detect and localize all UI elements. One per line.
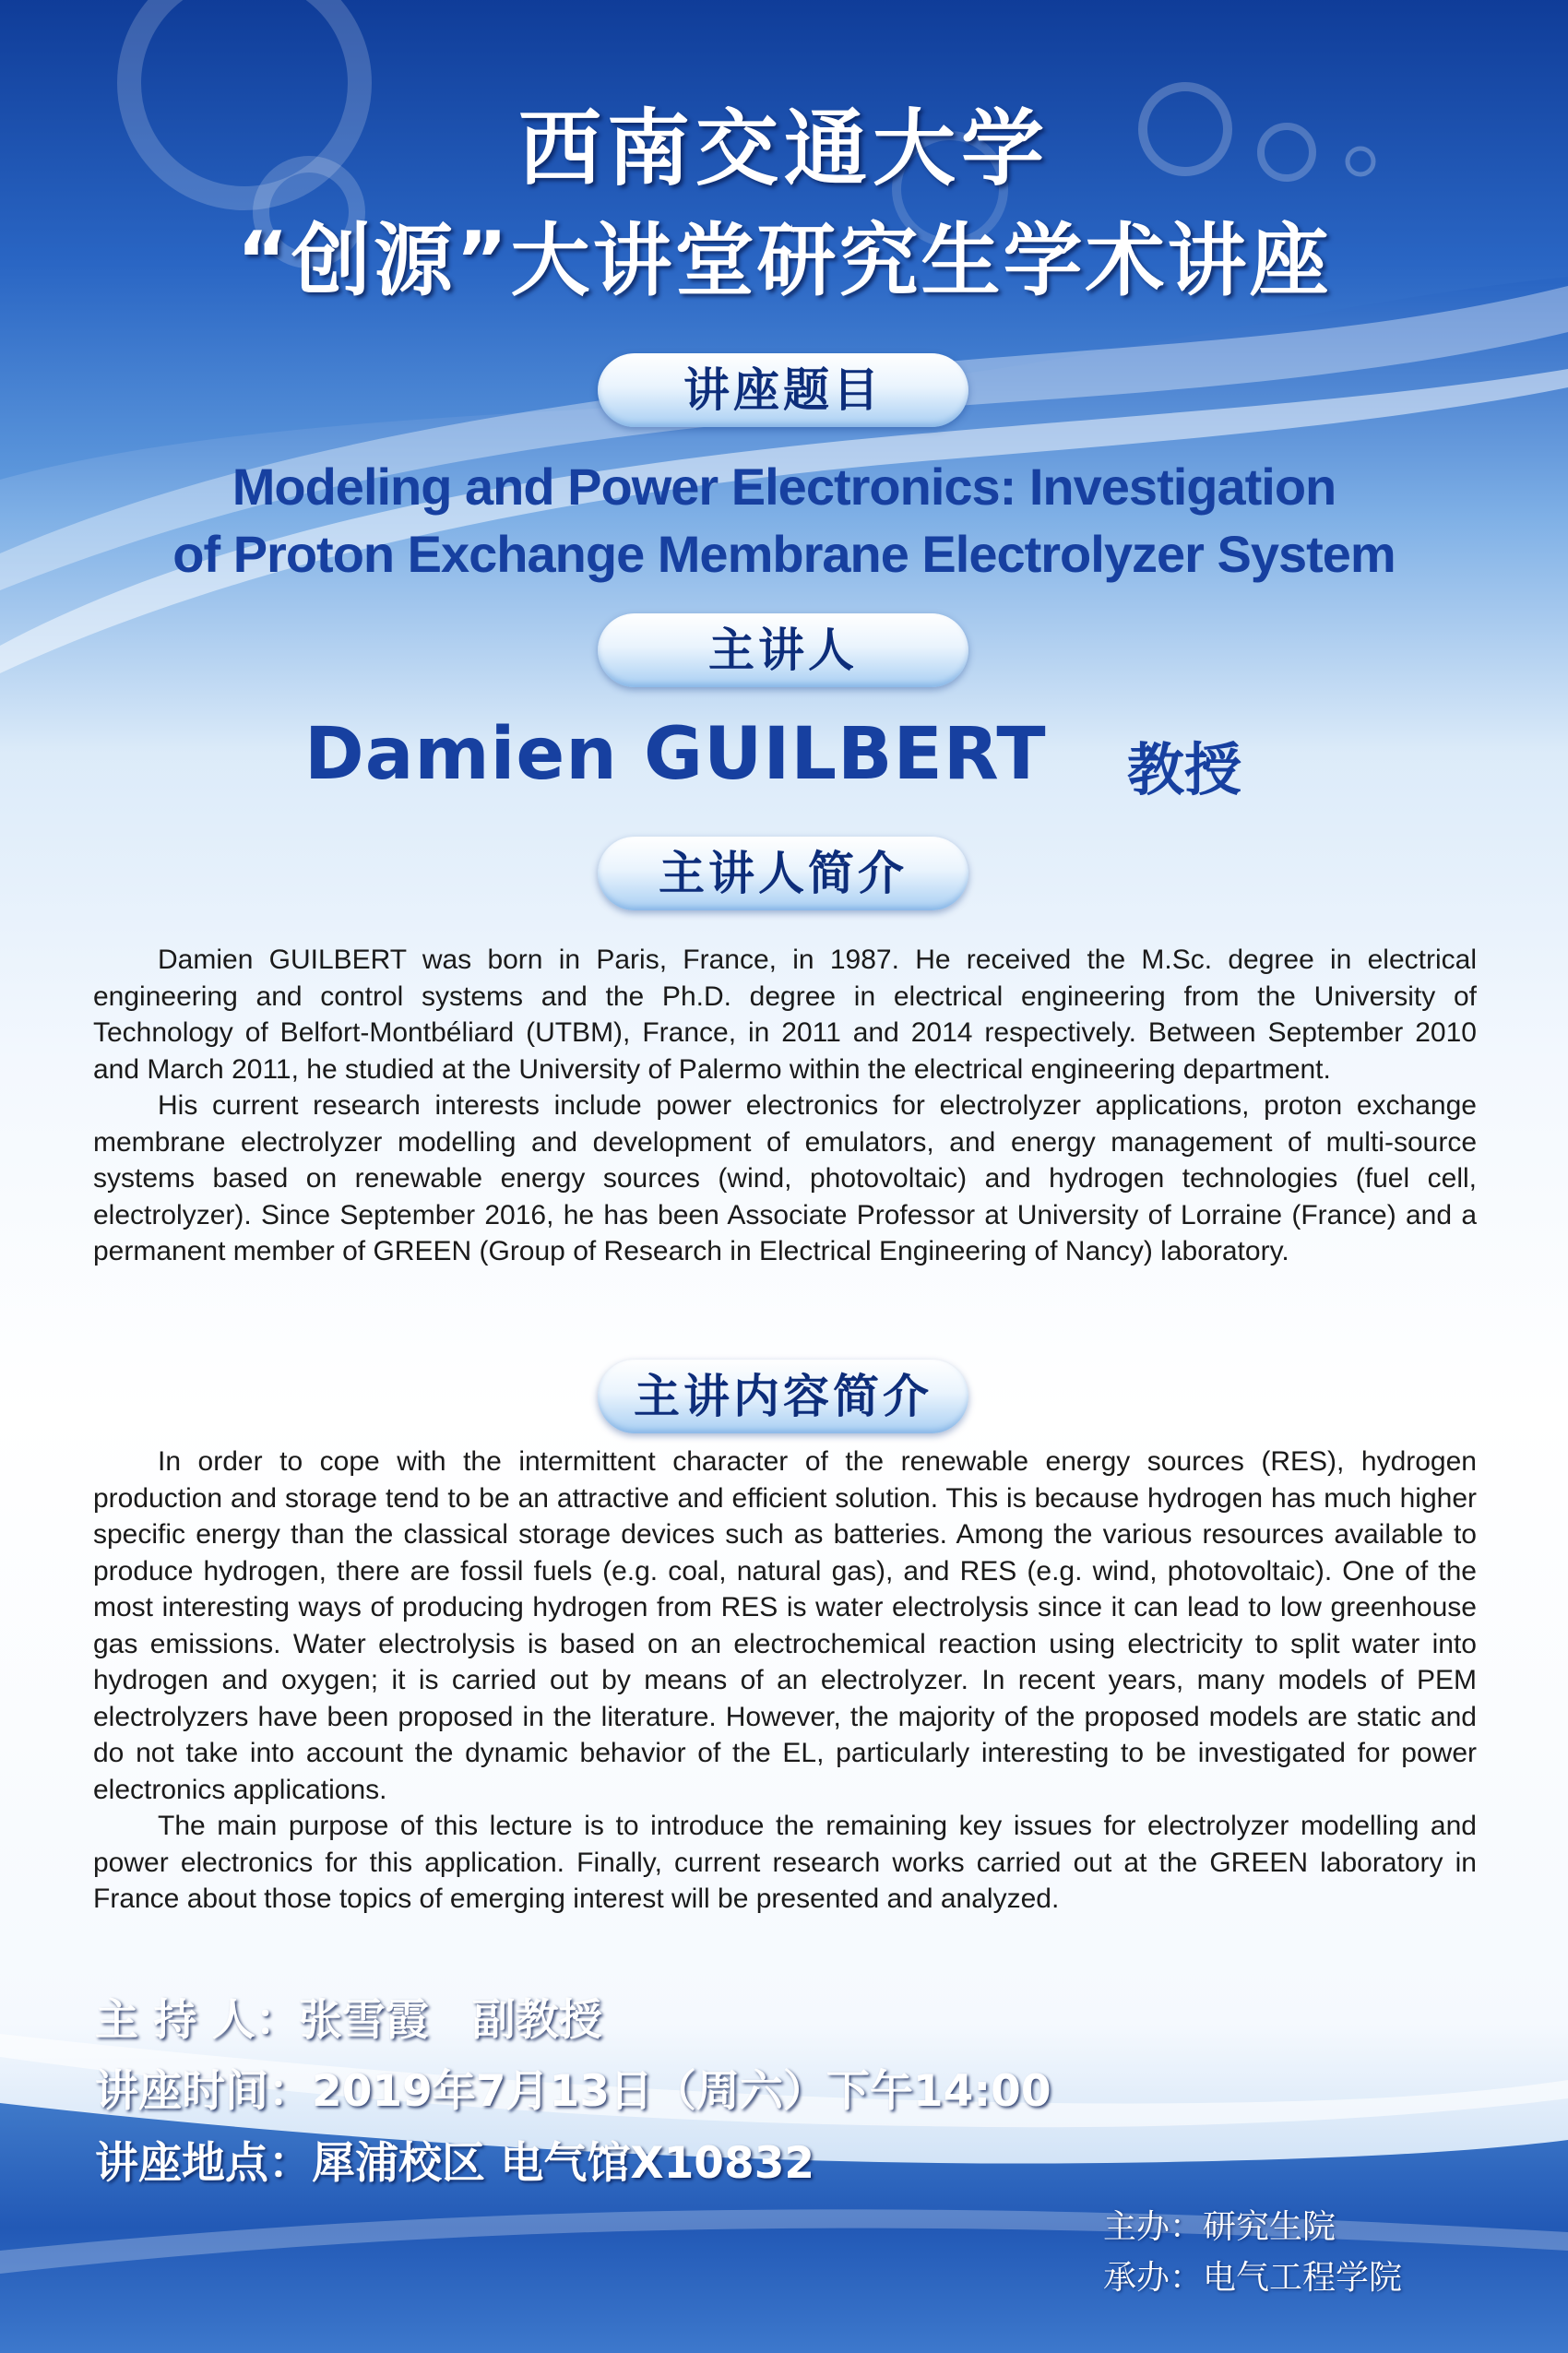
- host-label: 主 持 人：: [95, 1995, 299, 2046]
- organizer: 主办：研究生院: [1103, 2208, 1336, 2246]
- lecture-title-line-2: of Proton Exchange Membrane Electrolyzer System: [172, 525, 1396, 583]
- speaker-bio: [93, 942, 1477, 1270]
- time-info: [95, 2057, 1051, 2119]
- time-label: 讲座时间：: [95, 2066, 312, 2117]
- time-value: 2019年7月13日（周六）下午14:00: [312, 2066, 1051, 2117]
- section-bio-label: 主讲人简介: [659, 847, 908, 900]
- abstract-paragraph: In order to cope with the intermittent character of the renewable energy sources (RES), hydrogen production and storage tend to be an attractive and efficient solution. This is because hydrogen has much higher specific energy than the classical storage devices such as batteries. Among the various resources available to produce hydrogen, there are fossil fuels (e.g. coal, natural gas), and RES (e.g. wind, photovoltaic). One of the most interesting ways of producing hydrogen from RES is water electrolysis since it can lead to low greenhouse gas emissions. Water electrolysis is based on an electrochemical reaction using electricity to split water into hydrogen and oxygen; it is carried out by means of an electrolyzer. In recent years, many models of PEM electrolyzers have been proposed in the literature. However, the majority of the proposed models are static and do not take into account the dynamic behavior of the EL, particularly interesting to be investigated for power electronics applications.: [93, 1446, 1477, 1805]
- speaker-name: Damien GUILBERT: [304, 713, 1047, 796]
- bio-paragraph: His current research interests include power electronics for electrolyzer applications, proton exchange membrane electrolyzer modelling and development of emulators, and energy management of multi-source systems based on renewable energy sources (wind, photovoltaic) and hydrogen technologies (fuel cell, electrolyzer). Since September 2016, he has been Associate Professor at University of Lorraine (France) and a permanent member of GREEN (Group of Research in Electrical Engineering of Nancy) laboratory.: [93, 1090, 1477, 1266]
- venue-value: 犀浦校区 电气馆X10832: [312, 2138, 815, 2189]
- lecture-title-line-1: Modeling and Power Electronics: Investigation: [232, 458, 1336, 516]
- lecture-abstract: [93, 1444, 1477, 1918]
- section-topic-label: 讲座题目: [683, 363, 883, 417]
- venue-label: 讲座地点：: [95, 2138, 312, 2189]
- section-speaker-label: 主讲人: [708, 624, 858, 677]
- section-speaker-badge: [598, 613, 968, 687]
- bio-paragraph: Damien GUILBERT was born in Paris, France, in 1987. He received the M.Sc. degree in electrical engineering and control systems and the Ph.D. degree in electrical engineering from the University of Technology of Belfort-Montbéliard (UTBM), France, in 2011 and 2014 respectively. Between September 2010 and March 2011, he studied at the University of Palermo within the electrical engineering department.: [93, 945, 1477, 1085]
- lecture-series-title: “创源”大讲堂研究生学术讲座: [236, 215, 1332, 307]
- host-info: [95, 1986, 602, 2048]
- host-value: 张雪霞 副教授: [298, 1995, 602, 2046]
- venue-info: [95, 2129, 814, 2191]
- speaker-title: 教授: [1127, 736, 1242, 803]
- co-organizer: 承办：电气工程学院: [1103, 2259, 1403, 2297]
- university-title: 西南交通大学: [518, 101, 1050, 197]
- section-bio-badge: [598, 837, 968, 910]
- section-abstract-label: 主讲内容简介: [634, 1370, 932, 1423]
- abstract-paragraph: The main purpose of this lecture is to introduce the remaining key issues for electrolyzer modelling and power electronics for this application. Finally, current research works carried out at the GREEN laboratory in France about those topics of emerging interest will be presented and analyzed.: [93, 1811, 1477, 1914]
- section-topic-badge: [598, 353, 968, 427]
- section-abstract-badge: [598, 1360, 968, 1433]
